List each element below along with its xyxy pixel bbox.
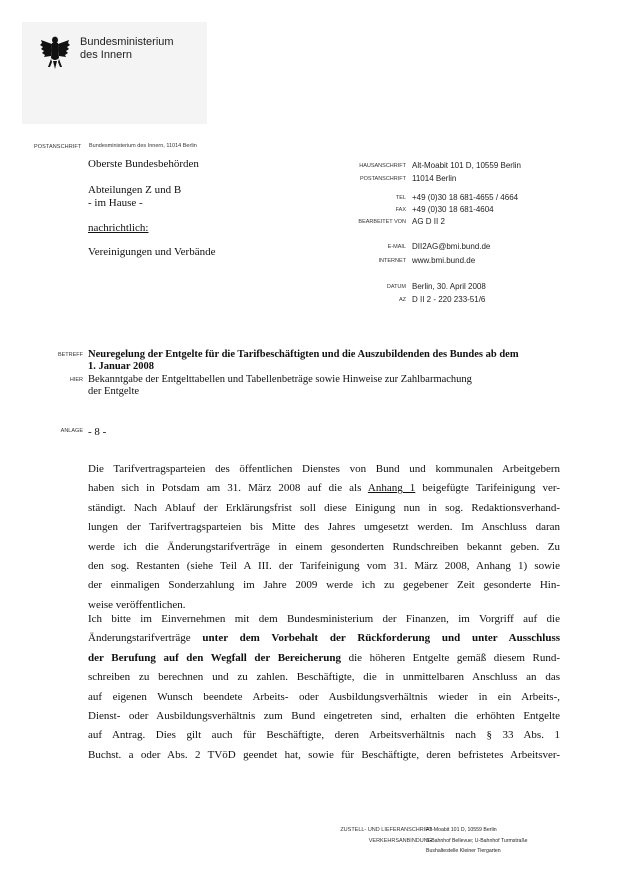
subject-line: Neuregelung der Entgelte für die Tarifbeschäftigten und die Auszubildenden des Bundes ab dem [88,349,519,360]
zustell-value: Alt-Moabit 101 D, 10559 Berlin [426,827,497,833]
body-line [88,649,560,668]
body-line [88,479,560,498]
footer-labels [340,825,432,846]
body-paragraph-2 [88,610,560,765]
body-line: Ich bitte im Einvernehmen mit dem Bundesministerium der Finanzen, im Vorgriff auf die [88,613,560,625]
body-bold-text: unter dem Vorbehalt der Rückforderung und unter Ausschluss [202,632,561,645]
sender-address: Bundesministerium des Innern, 11014 Berlin [89,143,197,149]
hier-line: Bekanntgabe der Entgelttabellen und Tabellenbeträge sowie Hinweise zur Zahlbarmachung [88,374,472,385]
body-text: beigefügte Tarifeinigung ver- [415,482,560,495]
body-line [88,629,560,648]
body-paragraph-1 [88,460,560,615]
body-line: auf eigenen Wunsch beendete Arbeits- oder Ausbildungsverhältnis wieder in ein Arbeits-, [88,690,560,703]
subject [88,349,568,372]
footer-values [426,825,528,857]
betreff-label: BETREFF [57,352,83,358]
body-line: ständigt. Nach Ablauf der Erklärungsfrist soll diese Einigung nun in sog. Redaktionsverhand- [88,501,560,514]
body-line: Buchst. a oder Abs. 2 TVöD geendet hat, sowie für Beschäftigte, deren befristetes Arbeitsver- [88,748,560,761]
datum-label: DATUM [386,284,406,290]
internet-label: INTERNET [378,258,406,264]
body-line: Die Tarifvertragsparteien des öffentlichen Dienstes von Bund und kommunalen Arbeitgebern [88,463,560,475]
verkehr-value: S-Bahnhof Bellevue; U-Bahnhof Turmstraße [426,837,528,844]
anlage-value: - 8 - [88,426,107,438]
hier-label: HIER [69,377,83,383]
anlage-label: ANLAGE [60,428,83,434]
email-link[interactable]: DII2AG@bmi.bund.de [412,242,491,251]
recipient-line: Oberste Bundesbehörden [88,158,199,170]
subject-line: 1. Januar 2008 [88,360,155,372]
recipient-line: - im Hause - [88,197,143,209]
datum-value: Berlin, 30. April 2008 [412,282,486,291]
body-line: Dienst- oder Ausbildungsverhältnis zum Bund eingetreten sind, erhalten die erhöhten Entgelte [88,710,560,723]
verkehr-label: VERKEHRSANBINDUNG [368,837,432,844]
body-bold-text: der Berufung auf den Wegfall der Bereicherung [88,651,342,664]
ministry-name-line2: des Innern [80,49,132,61]
body-line: lungen der Tarifvertragsparteien bis Mitte des Jahres umgesetzt werden. Im Anschluss daran [88,521,560,534]
body-text: die höheren Entgelte gemäß diesem Rund- [341,651,561,664]
bearbeitet-value: AG D II 2 [412,217,445,226]
federal-eagle-icon [40,34,70,72]
postanschrift-value: 11014 Berlin [412,174,457,183]
hier-line: der Entgelte [88,385,140,397]
az-value: D II 2 - 220 233-51/6 [412,295,486,304]
internet-link[interactable]: www.bmi.bund.de [412,256,476,265]
ministry-name-line1: Bundesministerium [80,36,174,48]
anhang-1-link[interactable]: Anhang 1 [367,482,416,495]
body-line: werde ich die Änderungstarifverträge in einem gesonderten Rundschreiben bekannt geben. Zu [88,540,560,553]
body-text: Änderungstarifverträge [88,632,203,645]
hier-text [88,374,558,397]
bearbeitet-label: BEARBEITET VON [358,219,406,225]
tel-label: TEL [395,195,406,201]
body-line: schreiben zu berechnen und zu zahlen. Beschäftigte, die in unmittelbaren Anschluss an das [88,671,560,684]
body-line: weise veröffentlichen. [88,598,186,611]
fax-value: +49 (0)30 18 681-4604 [412,205,494,214]
verkehr-value: Bushaltestelle Kleiner Tiergarten [426,848,501,854]
email-label: E-MAIL [387,244,406,250]
cc-heading: nachrichtlich: [88,222,149,234]
ministry-name [80,36,174,62]
body-text: haben sich in Potsdam am 31. März 2008 auf die als [88,482,368,495]
fax-label: FAX [395,207,406,213]
postanschrift-label: POSTANSCHRIFT [359,176,406,182]
tel-value: +49 (0)30 18 681-4655 / 4664 [412,193,519,202]
hausanschrift-value: Alt-Moabit 101 D, 10559 Berlin [412,161,521,170]
zustell-label: ZUSTELL- UND LIEFERANSCHRIFT [340,827,432,833]
sender-label: POSTANSCHRIFT [34,144,82,150]
hausanschrift-label: HAUSANSCHRIFT [359,163,406,169]
body-line: der einmaligen Sonderzahlung im Jahre 2009 werde ich zu gegebener Zeit gesonderte Hin- [88,579,560,592]
body-line: den sog. Restanten (siehe Teil A III. der Tarifeinigung vom 31. März 2008, Anhang 1) sowie [88,560,560,573]
body-line: auf Antrag. Dies gilt auch für Beschäftigte, deren Arbeitsverhältnis nach § 33 Abs. 1 [88,729,560,742]
az-label: AZ [398,297,406,303]
recipient-line: Abteilungen Z und B [88,184,182,196]
recipient-line: Vereinigungen und Verbände [88,246,216,258]
